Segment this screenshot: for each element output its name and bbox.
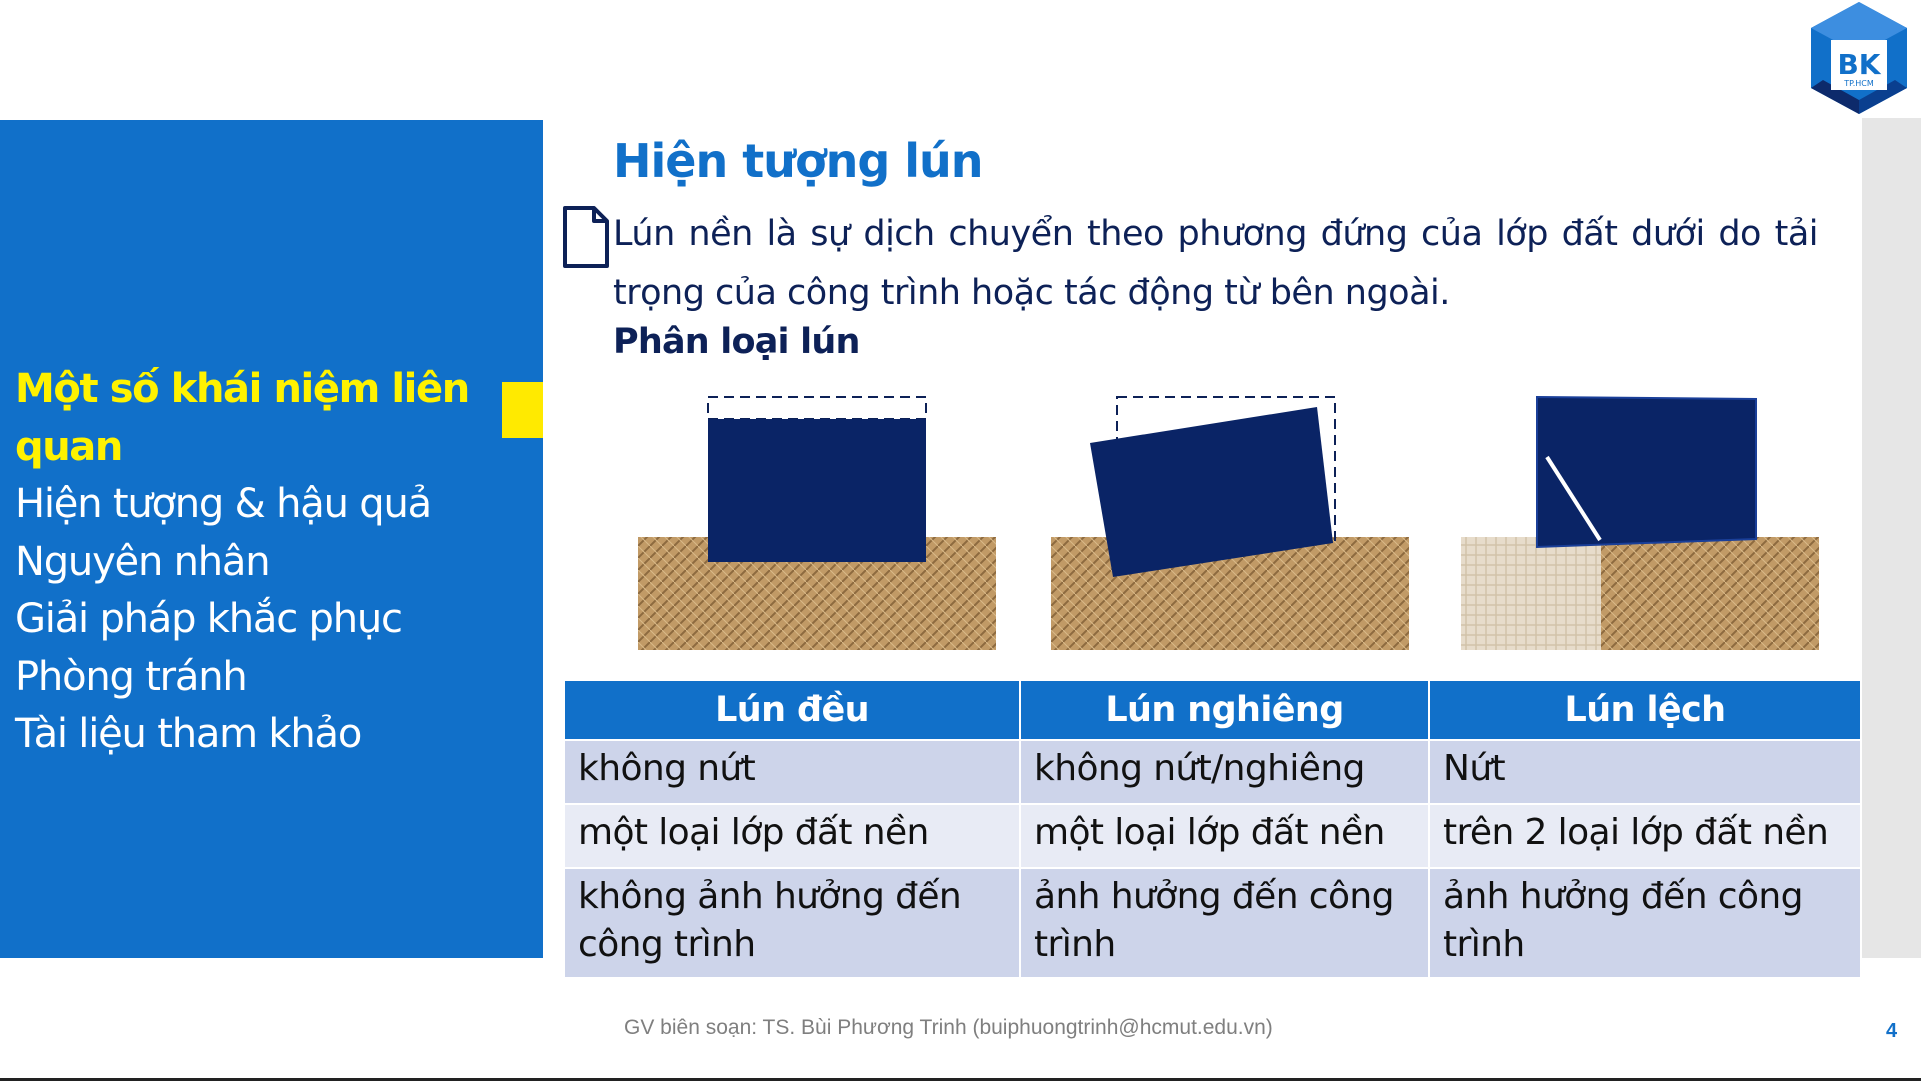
- footer-author: GV biên soạn: TS. Bùi Phương Trinh (buiphuongtrinh@hcmut.edu.vn): [624, 1016, 1273, 1039]
- right-margin-strip: [1862, 118, 1921, 958]
- nav-item-prevention[interactable]: Phòng tránh: [15, 653, 247, 700]
- section-nav: [15, 361, 495, 764]
- column-header-differential: Lún lệch: [1429, 680, 1861, 740]
- logo-text: BK: [1837, 48, 1881, 81]
- table-cell: không ảnh hưởng đến công trình: [564, 868, 1020, 978]
- bk-logo: [1797, 0, 1921, 118]
- table-cell: ảnh hưởng đến công trình: [1020, 868, 1429, 978]
- nav-item-references[interactable]: Tài liệu tham khảo: [15, 711, 362, 757]
- table-cell: một loại lớp đất nền: [1020, 804, 1429, 868]
- document-icon: [562, 205, 610, 269]
- uniform-settlement-illustration: [638, 390, 998, 655]
- table-row: [564, 804, 1861, 868]
- settlement-classification-table: [563, 679, 1862, 979]
- nav-item-causes[interactable]: Nguyên nhân: [15, 538, 270, 585]
- logo-subtext: TP.HCM: [1844, 79, 1874, 88]
- page-number: 4: [1886, 1020, 1898, 1042]
- table-cell: không nứt/nghiêng: [1020, 740, 1429, 804]
- classification-heading: Phân loại lún: [613, 322, 860, 362]
- table-row: [564, 868, 1861, 978]
- table-row: [564, 740, 1861, 804]
- nav-item-concepts[interactable]: Một số khái niệm liên quan: [15, 366, 469, 470]
- nav-item-solutions[interactable]: Giải pháp khắc phục: [15, 596, 402, 642]
- column-header-tilted: Lún nghiêng: [1020, 680, 1429, 740]
- table-cell: Nứt: [1429, 740, 1861, 804]
- table-cell: ảnh hưởng đến công trình: [1429, 868, 1861, 978]
- nav-item-phenomena[interactable]: Hiện tượng & hậu quả: [15, 481, 431, 527]
- table-cell: trên 2 loại lớp đất nền: [1429, 804, 1861, 868]
- active-section-marker: [502, 382, 543, 438]
- differential-settlement-illustration: [1461, 390, 1821, 655]
- definition-text: Lún nền là sự dịch chuyển theo phương đứng của lớp đất dưới do tải trọng của công trình hoặc tác động từ bên ngoài.: [613, 214, 1818, 313]
- table-cell: không nứt: [564, 740, 1020, 804]
- table-cell: một loại lớp đất nền: [564, 804, 1020, 868]
- column-header-uniform: Lún đều: [564, 680, 1020, 740]
- slide-title: Hiện tượng lún: [613, 134, 983, 188]
- tilted-settlement-illustration: [1051, 390, 1411, 655]
- table-header-row: [564, 680, 1861, 740]
